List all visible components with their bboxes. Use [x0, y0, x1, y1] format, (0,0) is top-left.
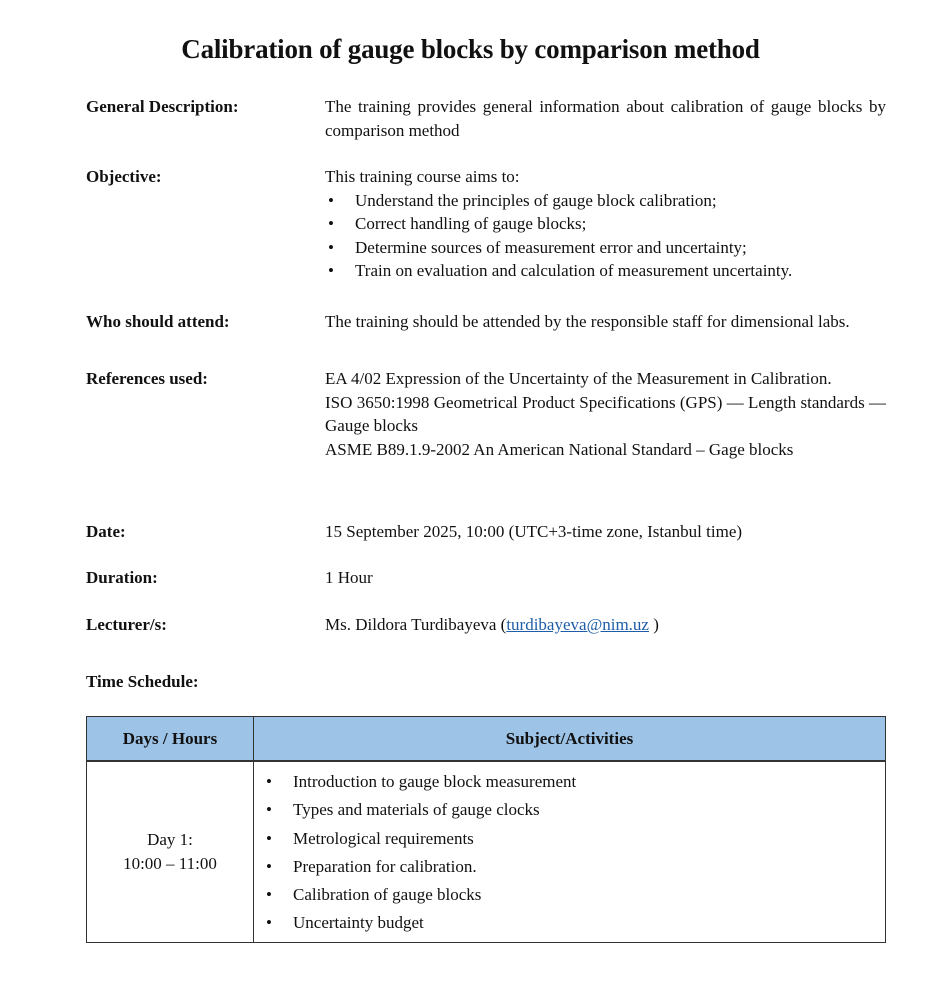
schedule-table: [86, 716, 886, 943]
activity-text: Types and materials of gauge clocks: [293, 800, 540, 820]
activity-item: [254, 881, 885, 909]
activity-item: [254, 768, 885, 796]
activity-text: Metrological requirements: [293, 828, 474, 848]
bullet-icon: •: [266, 800, 272, 820]
reference-item: EA 4/02 Expression of the Uncertainty of the Measurement in Calibration.: [325, 369, 832, 388]
activity-item: [254, 909, 885, 937]
schedule-day-cell: [87, 761, 254, 942]
bullet-icon: •: [266, 856, 272, 876]
lecturer-value: [325, 613, 886, 637]
general-description-value: The training provides general information about calibration of gauge blocks by comparison method: [325, 97, 886, 140]
time-schedule-label: Time Schedule:: [86, 672, 199, 691]
schedule-header-row: [87, 717, 886, 762]
activity-text: Uncertainty budget: [293, 913, 424, 933]
document-title: Calibration of gauge blocks by comparison method: [181, 34, 760, 64]
objective-item: [325, 259, 886, 283]
who-should-attend-label: Who should attend:: [86, 312, 230, 331]
bullet-icon: •: [266, 913, 272, 933]
lecturer-label: Lecturer/s:: [86, 615, 167, 634]
bullet-icon: •: [328, 214, 334, 233]
lecturer-name: Ms. Dildora Turdibayeva (: [325, 615, 507, 634]
bullet-icon: •: [328, 190, 334, 210]
reference-item: ASME B89.1.9-2002 An American National Standard – Gage blocks: [325, 439, 794, 459]
objective-label: Objective:: [86, 167, 162, 186]
objective-item: [325, 189, 886, 213]
objective-item: [325, 212, 886, 236]
activity-text: Calibration of gauge blocks: [293, 885, 482, 905]
header-days-hours: Days / Hours: [87, 717, 254, 762]
general-description-label: General Description:: [86, 97, 239, 116]
date-value: 15 September 2025, 10:00 (UTC+3-time zone, Istanbul time): [325, 522, 743, 541]
activity-item: [254, 796, 885, 824]
schedule-day: Day 1:: [147, 829, 193, 849]
objective-item-text: Correct handling of gauge blocks;: [355, 214, 587, 233]
objective-item-text: Understand the principles of gauge block calibration;: [355, 190, 717, 210]
bullet-icon: •: [266, 772, 272, 791]
activity-text: Introduction to gauge block measurement: [293, 772, 577, 791]
date-label: Date:: [86, 522, 126, 541]
lecturer-suffix: ): [648, 615, 659, 634]
activity-item: [254, 825, 885, 853]
references-value: [325, 367, 886, 461]
reference-item: ISO 3650:1998 Geometrical Product Specifications (GPS) — Length standards — Gauge blocks: [325, 392, 886, 435]
activities-list: [254, 768, 885, 938]
objective-list: [325, 189, 886, 283]
header-subject-activities: Subject/Activities: [254, 717, 886, 762]
objective-item: [325, 236, 886, 260]
references-label: References used:: [86, 369, 208, 388]
duration-value: 1 Hour: [325, 568, 373, 587]
bullet-icon: •: [328, 237, 334, 257]
objective-item-text: Determine sources of measurement error and uncertainty;: [355, 237, 747, 257]
activity-item: [254, 853, 885, 881]
bullet-icon: •: [328, 261, 334, 280]
objective-intro: This training course aims to:: [325, 167, 520, 186]
duration-label: Duration:: [86, 568, 158, 587]
objective-value: [325, 165, 886, 283]
bullet-icon: •: [266, 828, 272, 848]
objective-item-text: Train on evaluation and calculation of measurement uncertainty.: [355, 261, 793, 280]
schedule-activities-cell: [254, 761, 886, 942]
schedule-row: [87, 761, 886, 942]
who-should-attend-value: The training should be attended by the responsible staff for dimensional labs.: [325, 312, 850, 331]
schedule-hours: 10:00 – 11:00: [123, 853, 217, 873]
activity-text: Preparation for calibration.: [293, 856, 477, 876]
bullet-icon: •: [266, 885, 272, 905]
lecturer-email-link[interactable]: turdibayeva@nim.uz: [506, 615, 649, 634]
